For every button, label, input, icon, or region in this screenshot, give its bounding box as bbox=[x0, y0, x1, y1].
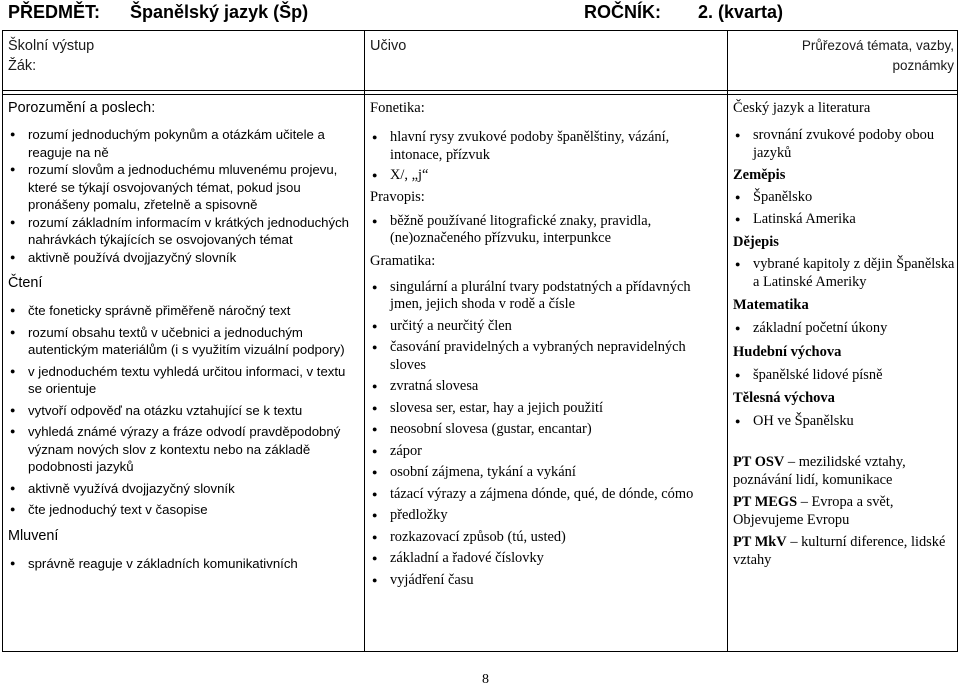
header-content-label: Učivo bbox=[370, 38, 407, 54]
note-mkv-label: PT MkV bbox=[733, 533, 787, 550]
note-megs bbox=[733, 493, 955, 529]
subject-label: PŘEDMĚT: bbox=[8, 2, 101, 22]
list-item: ● základní a řadové číslovky bbox=[370, 550, 722, 568]
section-speaking: Mluvení bbox=[8, 527, 59, 544]
header-outcomes-line2: Žák: bbox=[8, 58, 37, 74]
crosscurricular-column bbox=[733, 100, 955, 569]
list-item: ● vybrané kapitoly z dějin Španělska a Latinské Ameriky bbox=[733, 256, 955, 291]
section-orthography: Pravopis: bbox=[370, 188, 425, 205]
list-item: ● správně reaguje v základních komunikativních bbox=[8, 555, 360, 573]
curriculum-table bbox=[2, 30, 958, 652]
list-item: ● rozumí obsahu textů v učebnici a jednoduchým autentickým materiálům (i s využitím vizuální podpory) bbox=[8, 324, 360, 359]
section-music: Hudební výchova bbox=[733, 343, 842, 360]
geography-list bbox=[733, 189, 955, 228]
list-item: ● neosobní slovesa (gustar, encantar) bbox=[370, 421, 722, 439]
list-item: ● v jednoduchém textu vyhledá určitou informaci, v textu se orientuje bbox=[8, 363, 360, 398]
list-item: ● slovesa ser, estar, hay a jejich použití bbox=[370, 400, 722, 418]
note-osv-text: – mezilidské vztahy, poznávání lidí, komunikace bbox=[733, 453, 906, 488]
math-list bbox=[733, 320, 955, 338]
speaking-list bbox=[8, 555, 360, 573]
section-czech: Český jazyk a literatura bbox=[733, 100, 871, 116]
list-item: ● základní početní úkony bbox=[733, 320, 955, 338]
header-content bbox=[370, 36, 710, 56]
header-outcomes bbox=[8, 36, 348, 76]
list-item: ● čte foneticky správně přiměřeně náročný text bbox=[8, 302, 360, 320]
list-item: ● čte jednoduchý text v časopise bbox=[8, 501, 360, 519]
section-reading: Čtení bbox=[8, 275, 43, 291]
section-geography: Zeměpis bbox=[733, 167, 786, 183]
list-item: ● osobní zájmena, tykání a vykání bbox=[370, 464, 722, 482]
note-megs-text: – Evropa a svět, Objevujeme Evropu bbox=[733, 493, 894, 528]
list-item: ● singulární a plurální tvary podstatných a přídavných jmen, jejich shoda v rodě a čísle bbox=[370, 279, 722, 314]
music-list bbox=[733, 367, 955, 385]
list-item: ● aktivně využívá dvojjazyčný slovník bbox=[8, 480, 360, 498]
section-pe: Tělesná výchova bbox=[733, 390, 835, 406]
list-item: ● určitý a neurčitý člen bbox=[370, 318, 722, 336]
list-item: ● vyhledá známé výrazy a fráze odvodí pravděpodobný význam nových slov z kontextu nebo na základě podobnosti jazyků bbox=[8, 423, 360, 476]
note-osv bbox=[733, 453, 955, 489]
list-item: ● rozumí základním informacím v krátkých jednoduchých nahrávkách týkajících se osvojovaných témat bbox=[8, 214, 360, 249]
list-item: ● španělské lidové písně bbox=[733, 367, 955, 385]
section-math: Matematika bbox=[733, 297, 809, 313]
czech-list bbox=[733, 127, 955, 162]
note-osv-label: PT OSV bbox=[733, 453, 785, 470]
header-cross-line2: poznámky bbox=[892, 58, 954, 73]
list-item: ● zápor bbox=[370, 443, 722, 461]
grammar-list bbox=[370, 279, 722, 590]
outcomes-column bbox=[8, 100, 360, 572]
list-item: ● hlavní rysy zvukové podoby španělštiny, vázání, intonace, přízvuk bbox=[370, 129, 722, 164]
list-item: ● Španělsko bbox=[733, 189, 955, 207]
header-cross-line1: Průřezová témata, vazby, bbox=[801, 38, 954, 53]
list-item: ● aktivně používá dvojjazyčný slovník bbox=[8, 249, 360, 267]
list-item: ● X/, „j“ bbox=[370, 167, 722, 185]
phonetics-list bbox=[370, 129, 722, 185]
history-list bbox=[733, 256, 955, 291]
list-item: ● vyjádření času bbox=[370, 572, 722, 590]
subject-value: Španělský jazyk (Šp) bbox=[130, 2, 309, 22]
header-outcomes-line1: Školní výstup bbox=[8, 38, 95, 54]
section-phonetics: Fonetika: bbox=[370, 100, 425, 116]
listening-list bbox=[8, 126, 360, 266]
list-item: ● srovnání zvukové podoby obou jazyků bbox=[733, 127, 955, 162]
note-mkv-text: – kulturní diference, lidské vztahy bbox=[733, 533, 946, 568]
pe-list bbox=[733, 413, 955, 431]
list-item: ● rozumí slovům a jednoduchému mluvenému projevu, které se týkají osvojovaných témat, pokud jsou pronášeny pomalu, zřetelně a spisovně bbox=[8, 161, 360, 214]
list-item: ● časování pravidelných a vybraných nepravidelných sloves bbox=[370, 339, 722, 374]
content-column bbox=[370, 100, 722, 589]
section-grammar: Gramatika: bbox=[370, 252, 436, 269]
list-item: ● rozkazovací způsob (tú, usted) bbox=[370, 529, 722, 547]
grade-label: ROČNÍK: bbox=[584, 2, 661, 22]
section-listening: Porozumění a poslech: bbox=[8, 100, 156, 116]
list-item: ● OH ve Španělsku bbox=[733, 413, 955, 431]
list-item: ● Latinská Amerika bbox=[733, 211, 955, 229]
section-history: Dějepis bbox=[733, 234, 779, 250]
list-item: ● předložky bbox=[370, 507, 722, 525]
orthography-list bbox=[370, 213, 722, 248]
note-megs-label: PT MEGS bbox=[733, 493, 798, 510]
list-item: ● tázací výrazy a zájmena dónde, qué, de dónde, cómo bbox=[370, 486, 722, 504]
page-number: 8 bbox=[482, 672, 489, 687]
note-mkv bbox=[733, 533, 955, 569]
list-item: ● vytvoří odpověď na otázku vztahující se k textu bbox=[8, 402, 360, 420]
grade-value: 2. (kvarta) bbox=[698, 2, 784, 22]
header-crosscurricular bbox=[730, 36, 954, 76]
list-item: ● rozumí jednoduchým pokynům a otázkám učitele a reaguje na ně bbox=[8, 126, 360, 161]
reading-list bbox=[8, 302, 360, 519]
list-item: ● zvratná slovesa bbox=[370, 378, 722, 396]
list-item: ● běžně používané litografické znaky, pravidla, (ne)označeného přízvuku, interpunkce bbox=[370, 213, 722, 248]
